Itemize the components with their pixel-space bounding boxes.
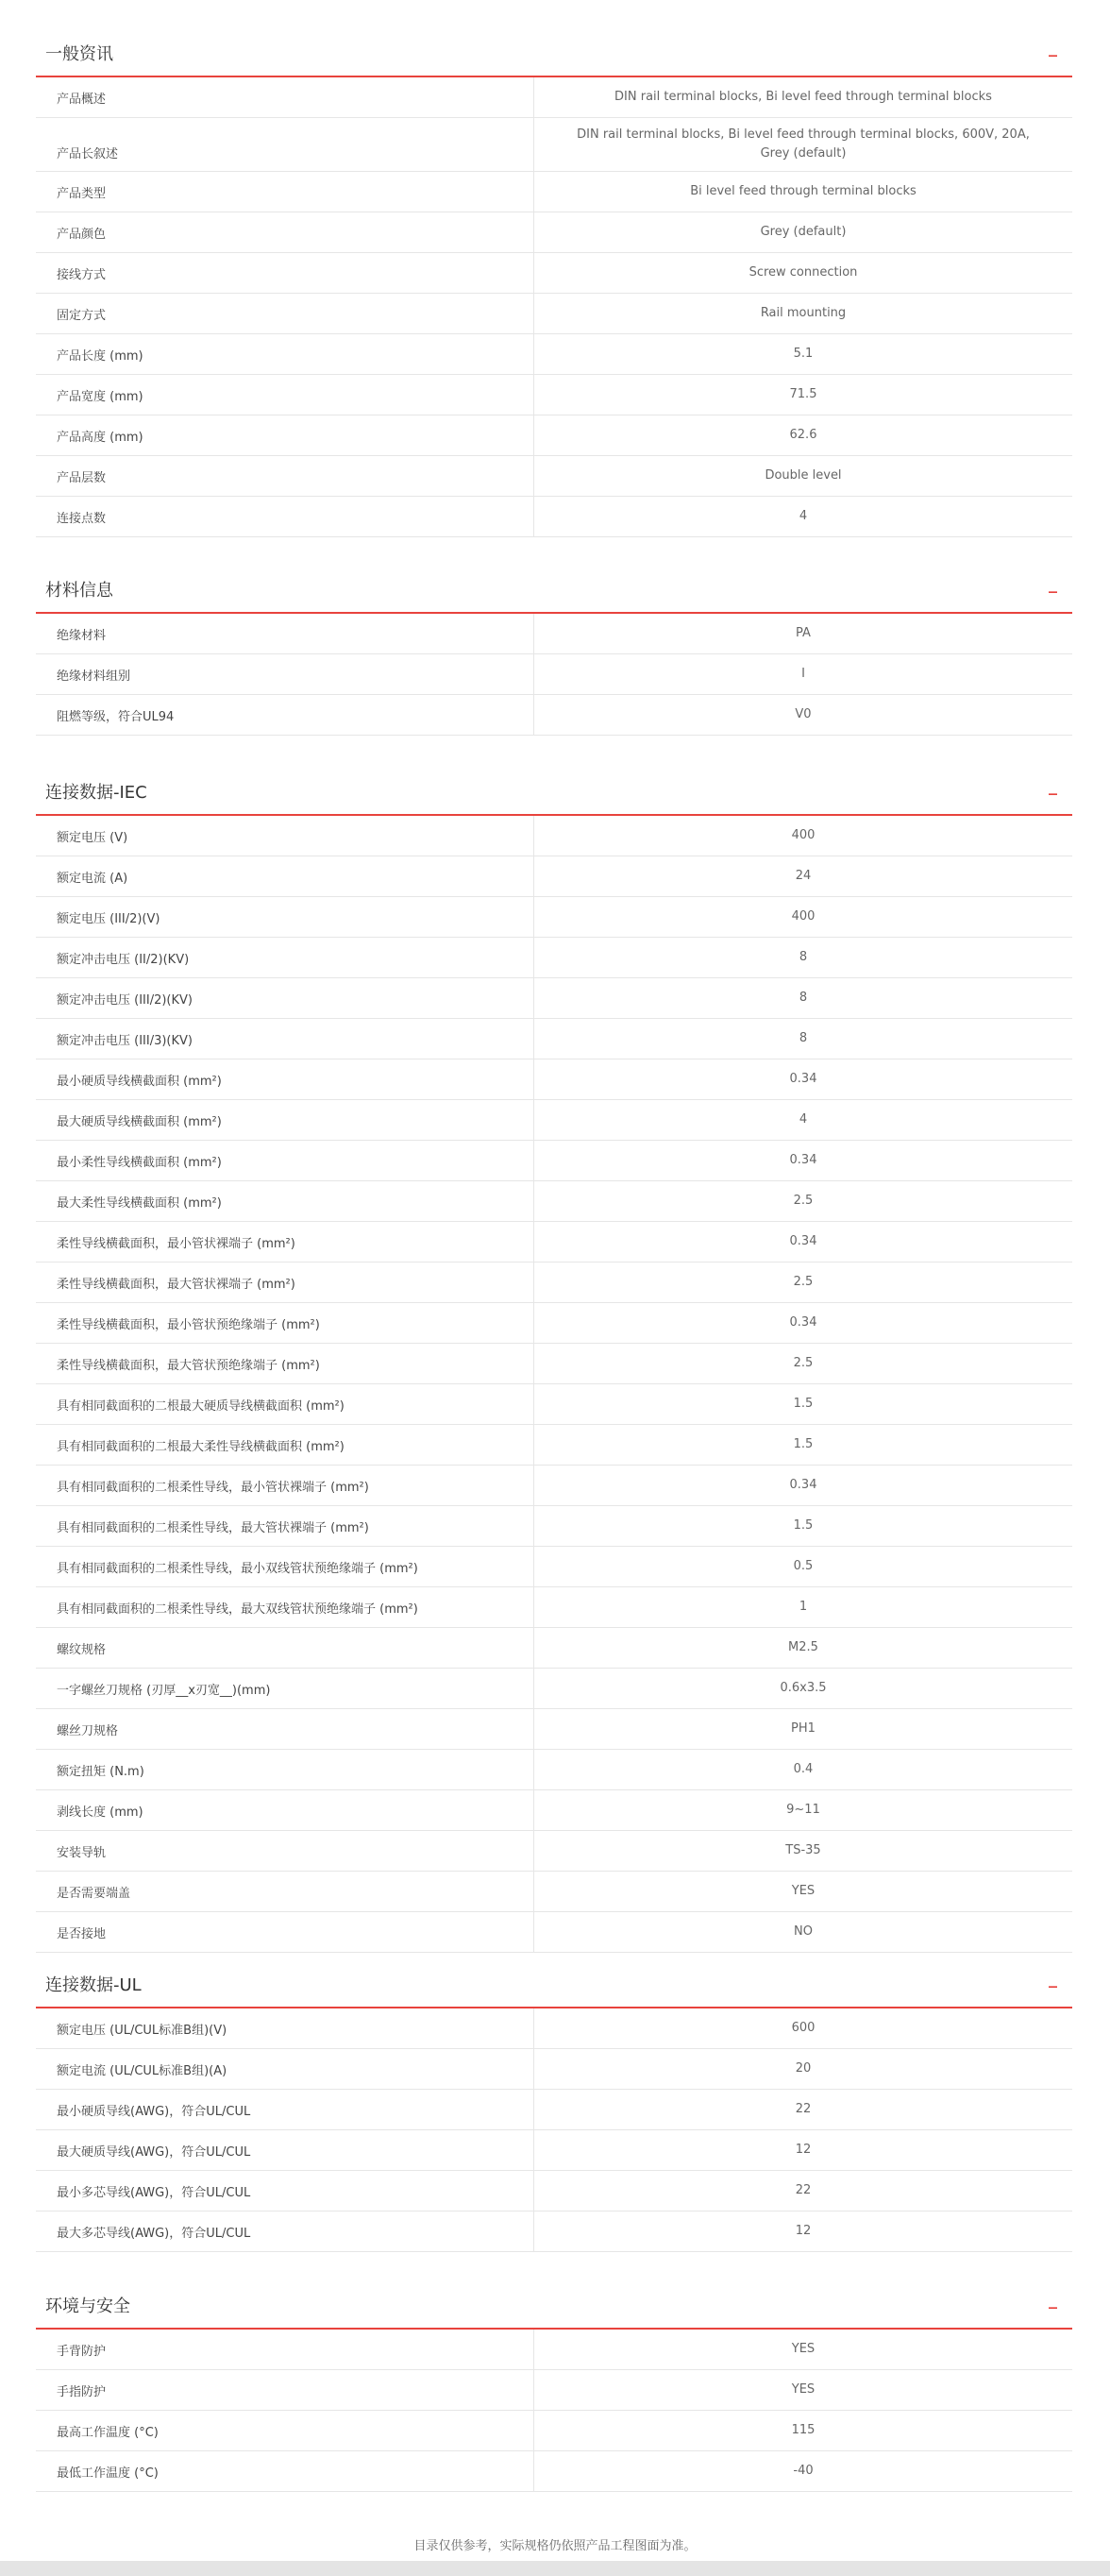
row-label: 螺丝刀规格 [36,1709,534,1749]
row-value: YES [791,2382,816,2397]
row-value: 0.34 [789,1315,817,1330]
row-label: 柔性导线横截面积，最小管状预绝缘端子 (mm²) [36,1303,534,1343]
table-row [36,2451,1072,2492]
row-label: 最大柔性导线横截面积 (mm²) [36,1181,534,1221]
table-row [36,2130,1072,2171]
row-value: 115 [791,2423,816,2437]
row-label: 最低工作温度 (°C) [36,2451,534,2491]
row-value: 62.6 [789,428,817,442]
row-label: 是否接地 [36,1912,534,1952]
table-row [36,1263,1072,1303]
row-value: 0.34 [789,1072,817,1086]
row-label: 产品高度 (mm) [36,415,534,455]
section-title: 连接数据-UL [45,1975,142,1995]
table-row [36,2212,1072,2252]
table-row [36,2171,1072,2212]
row-label: 最大硬质导线横截面积 (mm²) [36,1100,534,1140]
row-value: 0.34 [789,1234,817,1248]
section-title: 材料信息 [45,581,113,601]
table-row [36,1019,1072,1059]
row-value: Rail mounting [760,306,847,320]
section-header [36,772,1072,816]
table-row [36,118,1072,172]
table-row [36,1831,1072,1872]
table-row [36,1628,1072,1669]
row-value: 22 [795,2183,812,2197]
row-value: 8 [799,950,808,964]
collapse-toggle-icon[interactable]: _ [1049,1969,1057,1989]
row-label: 柔性导线横截面积，最小管状裸端子 (mm²) [36,1222,534,1262]
table-row [36,1222,1072,1263]
row-label: 最小多芯导线(AWG)，符合UL/CUL [36,2171,534,2211]
table-row [36,1547,1072,1587]
row-value: NO [794,1924,813,1939]
section-title: 连接数据-IEC [45,783,147,803]
row-label: 柔性导线横截面积，最大管状裸端子 (mm²) [36,1263,534,1302]
row-label: 产品颜色 [36,212,534,252]
row-value: V0 [795,707,812,721]
row-value: PA [796,626,811,640]
row-value: 12 [795,2224,812,2238]
row-label: 一字螺丝刀规格 (刃厚__x刃宽__)(mm) [36,1669,534,1708]
row-label: 最大多芯导线(AWG)，符合UL/CUL [36,2212,534,2251]
row-value: YES [791,1884,816,1898]
row-label: 螺纹规格 [36,1628,534,1668]
row-value: 1.5 [793,1518,814,1533]
table-row [36,1506,1072,1547]
table-row [36,253,1072,294]
row-label: 最高工作温度 (°C) [36,2411,534,2450]
table-row [36,334,1072,375]
table-row [36,1344,1072,1384]
row-value: 0.34 [789,1153,817,1167]
row-value: 1.5 [793,1397,814,1411]
table-row [36,1750,1072,1790]
row-value: 1 [799,1600,808,1614]
row-value: 71.5 [789,387,817,401]
table-row [36,1384,1072,1425]
section-material-info [36,570,1072,736]
row-value: TS-35 [785,1843,821,1857]
section-header [36,2286,1072,2330]
disclaimer-note: 目录仅供参考，实际规格仍依照产品工程图面为准。 [413,2539,697,2553]
row-value: M2.5 [788,1640,818,1654]
row-label: 额定电压 (UL/CUL标准B组)(V) [36,2008,534,2048]
table-row [36,294,1072,334]
table-row [36,2049,1072,2090]
section-header [36,34,1072,77]
table-row [36,2090,1072,2130]
table-row [36,695,1072,736]
table-row [36,1669,1072,1709]
section-title: 环境与安全 [45,2296,130,2316]
table-row [36,856,1072,897]
table-row [36,978,1072,1019]
section-title: 一般资讯 [45,44,113,64]
row-label: 最小柔性导线横截面积 (mm²) [36,1141,534,1180]
table-row [36,1059,1072,1100]
row-label: 连接点数 [36,497,534,536]
row-value: 400 [791,828,816,842]
row-value: Screw connection [748,265,858,280]
row-value: 22 [795,2102,812,2116]
row-value: 5.1 [793,347,814,361]
row-label: 剥线长度 (mm) [36,1790,534,1830]
row-value: 0.4 [793,1762,814,1776]
row-label: 手背防护 [36,2330,534,2369]
row-value: 8 [799,1031,808,1045]
row-label: 最大硬质导线(AWG)，符合UL/CUL [36,2130,534,2170]
table-row [36,654,1072,695]
row-label: 额定电压 (V) [36,816,534,856]
section-header [36,1965,1072,2008]
row-label: 固定方式 [36,294,534,333]
table-row [36,1303,1072,1344]
row-label: 额定冲击电压 (III/2)(KV) [36,978,534,1018]
row-label: 产品类型 [36,172,534,212]
collapse-toggle-icon[interactable]: _ [1049,574,1057,594]
row-label: 手指防护 [36,2370,534,2410]
table-row [36,1141,1072,1181]
section-connection-iec [36,772,1072,1953]
table-row [36,614,1072,654]
table-row [36,1872,1072,1912]
row-label: 绝缘材料 [36,614,534,653]
table-row [36,1790,1072,1831]
table-row [36,375,1072,415]
row-value: 0.5 [793,1559,814,1573]
collapse-toggle-icon[interactable]: _ [1049,2290,1057,2310]
row-label: 最小硬质导线(AWG)，符合UL/CUL [36,2090,534,2129]
row-value: 4 [799,509,808,523]
row-label: 柔性导线横截面积，最大管状预绝缘端子 (mm²) [36,1344,534,1383]
row-label: 额定电压 (III/2)(V) [36,897,534,937]
table-row [36,172,1072,212]
row-value: 400 [791,909,816,924]
row-value: Bi level feed through terminal blocks [690,184,917,198]
table-row [36,415,1072,456]
row-value: DIN rail terminal blocks, Bi level feed through terminal blocks, 600V, 20A, Grey (default) [577,127,1030,161]
row-value: -40 [793,2464,814,2478]
row-value: 12 [795,2143,812,2157]
table-row [36,77,1072,118]
row-value: 9~11 [786,1803,820,1817]
row-value: 2.5 [793,1194,814,1208]
table-row [36,212,1072,253]
table-row [36,1587,1072,1628]
row-value: 600 [791,2021,816,2035]
table-row [36,1425,1072,1466]
row-value: 4 [799,1112,808,1127]
table-row [36,1181,1072,1222]
row-label: 额定冲击电压 (III/3)(KV) [36,1019,534,1059]
row-label: 具有相同截面积的二根柔性导线，最小双线管状预绝缘端子 (mm²) [36,1547,534,1586]
row-label: 具有相同截面积的二根柔性导线，最大双线管状预绝缘端子 (mm²) [36,1587,534,1627]
row-label: 具有相同截面积的二根最大硬质导线横截面积 (mm²) [36,1384,534,1424]
row-value: 0.6x3.5 [780,1681,827,1695]
row-label: 接线方式 [36,253,534,293]
table-row [36,897,1072,938]
row-value: I [801,667,805,681]
row-label: 额定电流 (UL/CUL标准B组)(A) [36,2049,534,2089]
row-value: 20 [795,2061,812,2076]
table-row [36,2008,1072,2049]
row-value: 24 [795,869,812,883]
row-label: 阻燃等级，符合UL94 [36,695,534,735]
table-row [36,1100,1072,1141]
row-value: 1.5 [793,1437,814,1451]
table-row [36,2411,1072,2451]
table-row [36,2370,1072,2411]
row-value: 2.5 [793,1356,814,1370]
row-value: Grey (default) [760,225,847,239]
row-label: 产品概述 [36,77,534,117]
row-value: 2.5 [793,1275,814,1289]
table-row [36,816,1072,856]
table-row [36,456,1072,497]
row-label: 绝缘材料组别 [36,654,534,694]
collapse-toggle-icon[interactable]: _ [1049,776,1057,796]
table-row [36,1709,1072,1750]
section-general-info [36,34,1072,537]
bottom-bar [0,2561,1110,2576]
section-header [36,570,1072,614]
row-label: 具有相同截面积的二根柔性导线，最小管状裸端子 (mm²) [36,1466,534,1505]
row-value: PH1 [791,1721,816,1736]
row-value: DIN rail terminal blocks, Bi level feed through terminal blocks [614,90,992,104]
row-label: 产品宽度 (mm) [36,375,534,415]
row-label: 额定冲击电压 (II/2)(KV) [36,938,534,977]
table-row [36,497,1072,537]
row-label: 具有相同截面积的二根最大柔性导线横截面积 (mm²) [36,1425,534,1465]
row-label: 是否需要端盖 [36,1872,534,1911]
collapse-toggle-icon[interactable]: _ [1049,38,1057,58]
row-label: 产品层数 [36,456,534,496]
table-row [36,1912,1072,1953]
section-connection-ul [36,1965,1072,2252]
row-label: 具有相同截面积的二根柔性导线，最大管状裸端子 (mm²) [36,1506,534,1546]
row-value: 0.34 [789,1478,817,1492]
row-value: 8 [799,991,808,1005]
row-label: 安装导轨 [36,1831,534,1871]
section-environment-safety [36,2286,1072,2492]
row-label: 最小硬质导线横截面积 (mm²) [36,1059,534,1099]
row-label: 额定扭矩 (N.m) [36,1750,534,1789]
table-row [36,2330,1072,2370]
row-label: 产品长叙述 [36,118,534,171]
row-value: YES [791,2342,816,2356]
table-row [36,1466,1072,1506]
table-row [36,938,1072,978]
row-value: Double level [765,468,842,483]
row-label: 额定电流 (A) [36,856,534,896]
row-label: 产品长度 (mm) [36,334,534,374]
